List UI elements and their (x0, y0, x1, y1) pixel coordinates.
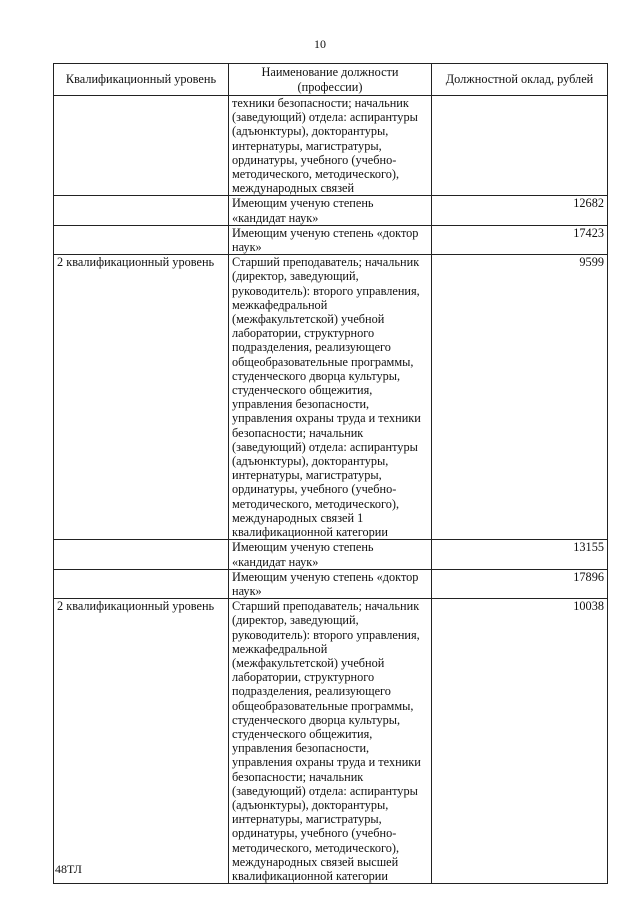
header-qualification-level: Квалификационный уровень (54, 64, 229, 96)
position-name-cell: Имеющим ученую степень «кандидат наук» (229, 196, 432, 225)
header-position-name: Наименование должности (профессии) (229, 64, 432, 96)
header-salary: Должностной оклад, рублей (432, 64, 608, 96)
table-row (54, 540, 608, 569)
document-code: 48ТЛ (55, 862, 82, 876)
qualification-level-cell: 2 квалификационный уровень (54, 255, 229, 540)
qualification-level-cell (54, 540, 229, 569)
table-row (54, 196, 608, 225)
table-row (54, 599, 608, 884)
salary-cell: 12682 (432, 196, 608, 225)
qualification-level-cell (54, 569, 229, 598)
table-row (54, 255, 608, 540)
position-name-cell: Имеющим ученую степень «кандидат наук» (229, 540, 432, 569)
page-number: 10 (314, 37, 326, 51)
position-name-cell: Имеющим ученую степень «доктор наук» (229, 569, 432, 598)
qualification-level-cell: 2 квалификационный уровень (54, 599, 229, 884)
position-name-cell: техники безопасности; начальник (заведующий) отдела: аспирантуры (адъюнктуры), докторантуры, интернатуры, магистратуры, ординатуры, учебного (учебно-методического, методического), международных связей (229, 96, 432, 196)
qualification-level-cell (54, 196, 229, 225)
position-name-cell: Старший преподаватель; начальник (директор, заведующий, руководитель): второго управления, межкафедральной (межфакультетской) учебной лаборатории, структурного подразделения, реализующего общеобразовательные программы, студенческого дворца культуры, студенческого общежития, управления безопасности, управления охраны труда и техники безопасности; начальник (заведующий) отдела: аспирантуры (адъюнктуры), докторантуры, интернатуры, магистратуры, ординатуры, учебного (учебно-методического, методического), международных связей 1 квалификационной категории (229, 255, 432, 540)
salary-cell: 17896 (432, 569, 608, 598)
salary-cell: 10038 (432, 599, 608, 884)
salary-table (53, 63, 608, 884)
salary-cell: 9599 (432, 255, 608, 540)
salary-cell: 17423 (432, 225, 608, 254)
table-header-row (54, 64, 608, 96)
position-name-cell: Старший преподаватель; начальник (директор, заведующий, руководитель): второго управления, межкафедральной (межфакультетской) учебной лаборатории, структурного подразделения, реализующего общеобразовательные программы, студенческого дворца культуры, студенческого общежития, управления безопасности, управления охраны труда и техники безопасности; начальник (заведующий) отдела: аспирантуры (адъюнктуры), докторантуры, интернатуры, магистратуры, ординатуры, учебного (учебно-методического, методического), международных связей высшей квалификационной категории (229, 599, 432, 884)
qualification-level-cell (54, 96, 229, 196)
qualification-level-cell (54, 225, 229, 254)
position-name-cell: Имеющим ученую степень «доктор наук» (229, 225, 432, 254)
table-row (54, 225, 608, 254)
table-row (54, 96, 608, 196)
salary-cell (432, 96, 608, 196)
salary-cell: 13155 (432, 540, 608, 569)
table-row (54, 569, 608, 598)
